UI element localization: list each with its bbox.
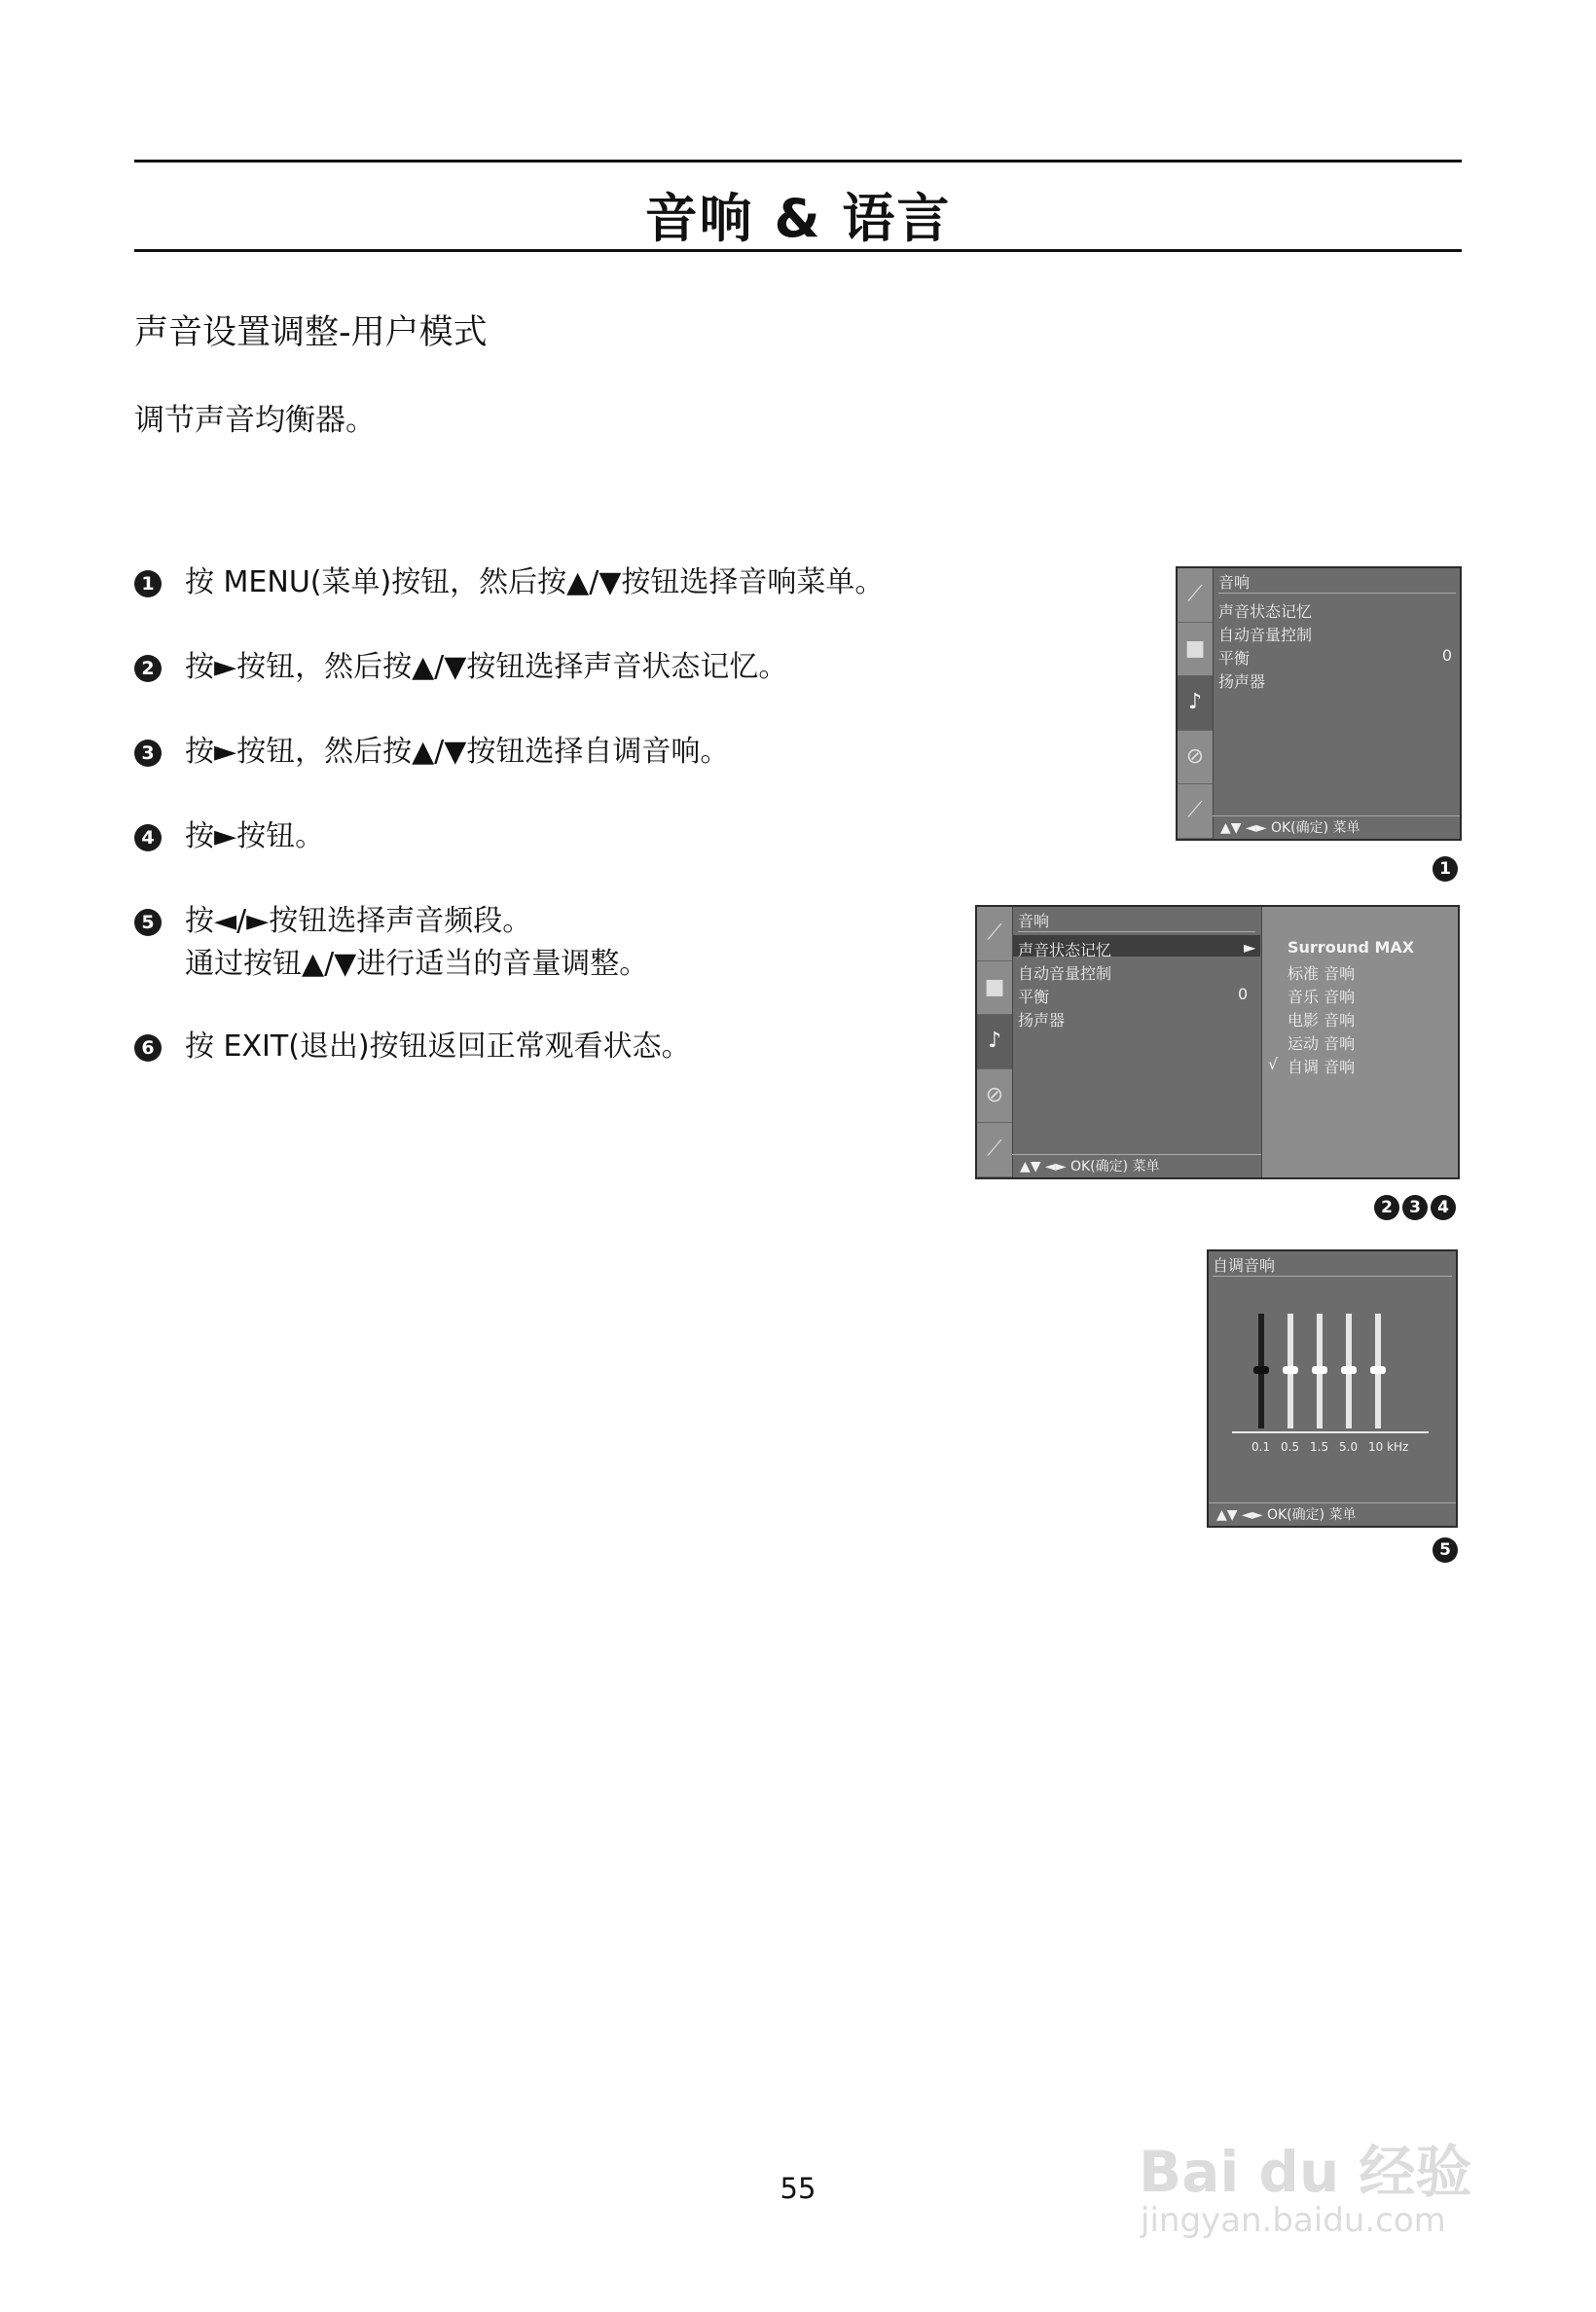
step-text: 按►按钮，然后按▲/▼按钮选择声音状态记忆。 — [185, 650, 788, 684]
step-text: 按►按钮。 — [185, 819, 325, 853]
osd-balance-value: 0 — [1441, 646, 1452, 665]
step-3 — [134, 731, 729, 774]
equalizer-slider-knob — [1341, 1366, 1357, 1374]
wrench-icon: ⟋ — [977, 1123, 1012, 1177]
step-number: 4 — [134, 824, 162, 851]
osd-sound-mode-menu — [975, 905, 1460, 1179]
checkmark-icon: √ — [1268, 1055, 1279, 1073]
step-number: 3 — [134, 740, 162, 767]
equalizer-slider-knob — [1312, 1366, 1327, 1374]
sound-icon: ♪ — [1178, 676, 1213, 731]
osd-submenu-item: 电影 音响 — [1288, 1011, 1356, 1030]
osd-submenu-panel — [1261, 907, 1458, 1177]
step-number: 1 — [134, 570, 162, 597]
osd-item: 声音状态记忆 — [1218, 602, 1313, 621]
equalizer-slider-knob — [1253, 1366, 1269, 1374]
section-subtitle: 声音设置调整-用户模式 — [134, 313, 488, 352]
osd-item: 扬声器 — [1218, 672, 1266, 691]
step-5 — [134, 900, 648, 986]
step-number: 2 — [134, 655, 162, 682]
equalizer-slider-knob — [1370, 1366, 1386, 1374]
step-text: 按 MENU(菜单)按钮，然后按▲/▼按钮选择音响菜单。 — [185, 565, 885, 599]
osd-submenu-item: Surround MAX — [1288, 938, 1415, 957]
step-text: 按◄/►按钮选择声音频段。 — [185, 904, 532, 938]
step-text: 按 EXIT(退出)按钮返回正常观看状态。 — [185, 1030, 691, 1064]
page-number: 55 — [780, 2172, 816, 2205]
osd-submenu-item: 音乐 音响 — [1288, 988, 1356, 1006]
caption-number: 3 — [1402, 1195, 1428, 1220]
osd-footer: ▲▼ ◄► OK(确定) 菜单 — [1213, 815, 1460, 839]
baidu-watermark-logo: Bai du 经验 — [1139, 2139, 1472, 2205]
equalizer-bands — [1209, 1279, 1456, 1493]
osd-title: 音响 — [1218, 570, 1456, 594]
osd-item: 扬声器 — [1018, 1011, 1066, 1030]
osd-submenu-arrow: ► — [1244, 938, 1256, 957]
step-2 — [134, 646, 787, 689]
osd-footer: ▲▼ ◄► OK(确定) 菜单 — [1012, 1154, 1261, 1177]
satellite-icon: ⟋ — [1178, 568, 1213, 623]
picture-icon: ■ — [1178, 623, 1213, 677]
step-1 — [134, 561, 884, 604]
step-text: 按►按钮，然后按▲/▼按钮选择自调音响。 — [185, 735, 730, 769]
osd-title: 自调音响 — [1213, 1253, 1452, 1277]
osd-icon-sidebar — [977, 907, 1013, 1177]
step-text-continued: 通过按钮▲/▼进行适当的音量调整。 — [185, 947, 649, 981]
step-number: 5 — [134, 909, 162, 936]
equalizer-slider-knob — [1283, 1366, 1298, 1374]
caption-number: 4 — [1431, 1195, 1456, 1220]
osd-submenu-item-checked: 自调 音响 — [1288, 1058, 1356, 1076]
osd-equalizer — [1207, 1249, 1458, 1528]
osd-submenu-item: 运动 音响 — [1288, 1034, 1356, 1053]
equalizer-band-label: 5.0 — [1339, 1440, 1359, 1454]
equalizer-band-label: 10 kHz — [1368, 1440, 1409, 1454]
header-rule-bottom — [134, 249, 1462, 252]
step-6 — [134, 1026, 691, 1068]
wrench-icon: ⟋ — [1178, 784, 1213, 839]
osd-balance-value: 0 — [1238, 985, 1249, 1003]
caption-number: 1 — [1433, 856, 1458, 882]
equalizer-band-label: 0.1 — [1251, 1440, 1271, 1454]
equalizer-baseline — [1232, 1431, 1429, 1433]
caption-number: 2 — [1374, 1195, 1399, 1220]
equalizer-band-label: 0.5 — [1281, 1440, 1300, 1454]
osd-sound-menu — [1176, 566, 1462, 841]
sound-icon: ♪ — [977, 1015, 1012, 1069]
satellite-icon: ⟋ — [977, 907, 1012, 961]
osd-item-selected: 声音状态记忆 — [1018, 941, 1112, 959]
clock-icon: ⊘ — [977, 1069, 1012, 1124]
clock-icon: ⊘ — [1178, 731, 1213, 785]
baidu-watermark-url: jingyan.baidu.com — [1141, 2201, 1446, 2240]
page-title: 音响 & 语言 — [644, 188, 952, 249]
header-rule-top — [134, 160, 1462, 163]
osd-item: 自动音量控制 — [1018, 964, 1112, 983]
osd-submenu-item: 标准 音响 — [1288, 964, 1356, 983]
osd-title: 音响 — [1018, 909, 1255, 932]
osd-item: 平衡 — [1218, 649, 1251, 668]
osd-item: 自动音量控制 — [1218, 626, 1313, 644]
figure-caption-5 — [1433, 1537, 1461, 1563]
osd-icon-sidebar — [1178, 568, 1214, 839]
figure-caption-1 — [1433, 856, 1461, 882]
osd-footer: ▲▼ ◄► OK(确定) 菜单 — [1209, 1502, 1456, 1526]
step-number: 6 — [134, 1034, 162, 1062]
figure-caption-2-3-4 — [1374, 1195, 1459, 1220]
section-intro: 调节声音均衡器。 — [134, 403, 376, 438]
caption-number: 5 — [1433, 1537, 1458, 1563]
equalizer-band-label: 1.5 — [1310, 1440, 1329, 1454]
picture-icon: ■ — [977, 961, 1012, 1016]
osd-item: 平衡 — [1018, 988, 1050, 1006]
step-4 — [134, 815, 324, 858]
